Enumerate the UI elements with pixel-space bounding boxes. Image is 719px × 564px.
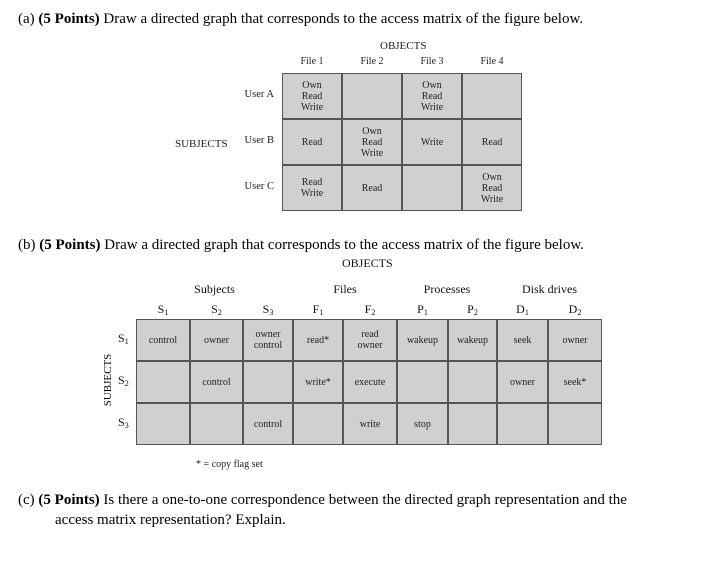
question-c — [18, 490, 627, 530]
objects-heading-a: OBJECTS — [380, 40, 427, 52]
matrix-a-column-header: File 2 — [360, 56, 384, 67]
matrix-b-column-header: $D_2$ — [568, 302, 582, 317]
subjects-vertical-label: SUBJECTS — [102, 353, 114, 407]
matrix-b-cell: write — [343, 403, 397, 445]
matrix-a-cell: Own Read Write — [462, 165, 522, 211]
matrix-b-cell: wakeup — [397, 319, 448, 361]
matrix-b-column-header: $P_1$ — [417, 302, 428, 317]
matrix-b-cell: stop — [397, 403, 448, 445]
matrix-b-cell — [136, 361, 190, 403]
matrix-a-cell: Read — [462, 119, 522, 165]
matrix-a-row-header: User A — [244, 89, 274, 100]
question-c-label: (c) — [18, 492, 35, 508]
matrix-a-column-header: File 3 — [420, 56, 444, 67]
matrix-b-column-header: $S_1$ — [157, 302, 169, 317]
matrix-b-row-header: $S_2$ — [118, 373, 129, 388]
matrix-b-cell: read owner — [343, 319, 397, 361]
matrix-a-cell: Read — [282, 119, 342, 165]
matrix-b-row-header: $S_3$ — [118, 415, 129, 430]
question-c-points: (5 Points) — [38, 492, 100, 508]
copy-flag-footnote: * = copy flag set — [196, 459, 263, 470]
matrix-b-column-header: $P_2$ — [467, 302, 478, 317]
matrix-b-cell — [448, 403, 497, 445]
matrix-b-cell: seek* — [548, 361, 602, 403]
matrix-a-cell: Read Write — [282, 165, 342, 211]
matrix-b-group-header: Processes — [423, 282, 471, 296]
matrix-a-cell — [402, 165, 462, 211]
matrix-a-cell: Own Read Write — [342, 119, 402, 165]
matrix-b-cell: seek — [497, 319, 548, 361]
matrix-b-group-header: Disk drives — [522, 282, 577, 296]
subjects-heading-a: SUBJECTS — [175, 138, 228, 150]
matrix-a-row-header: User B — [244, 135, 274, 146]
matrix-b-cell: wakeup — [448, 319, 497, 361]
question-c-text-line1: Is there a one-to-one correspondence between the directed graph representation and the — [103, 492, 627, 508]
matrix-b-column-header: $F_1$ — [312, 302, 324, 317]
matrix-b-cell: owner — [497, 361, 548, 403]
matrix-a-cell — [342, 73, 402, 119]
objects-heading-b: OBJECTS — [342, 256, 393, 270]
matrix-a-cell: Own Read Write — [282, 73, 342, 119]
matrix-b-cell — [448, 361, 497, 403]
matrix-b-cell: control — [190, 361, 243, 403]
matrix-b-cell — [497, 403, 548, 445]
matrix-b-column-header: $F_2$ — [364, 302, 376, 317]
matrix-b-cell — [548, 403, 602, 445]
question-b-points: (5 Points) — [39, 237, 101, 253]
matrix-b-cell: control — [136, 319, 190, 361]
matrix-a-column-header: File 4 — [480, 56, 504, 67]
matrix-b-cell: owner control — [243, 319, 293, 361]
matrix-b-column-header: $S_2$ — [211, 302, 222, 317]
matrix-b-cell — [136, 403, 190, 445]
matrix-a-row-header: User C — [244, 181, 274, 192]
matrix-a-cell: Own Read Write — [402, 73, 462, 119]
matrix-b-column-header: $S_3$ — [262, 302, 274, 317]
matrix-b-group-header: Files — [333, 282, 357, 296]
question-a — [18, 9, 583, 29]
matrix-b-cell — [397, 361, 448, 403]
question-a-text: Draw a directed graph that corresponds to the access matrix of the figure below. — [103, 11, 584, 27]
matrix-b-cell: write* — [293, 361, 343, 403]
matrix-b-cell — [243, 361, 293, 403]
question-a-points: (5 Points) — [38, 11, 100, 27]
question-b-text: Draw a directed graph that corresponds to the access matrix of the figure below. — [104, 237, 584, 253]
matrix-a-cell — [462, 73, 522, 119]
question-a-label: (a) — [18, 11, 35, 27]
matrix-a-cell: Read — [342, 165, 402, 211]
matrix-b-column-header: $D_1$ — [516, 302, 529, 317]
matrix-a-cell: Write — [402, 119, 462, 165]
matrix-a-column-header: File 1 — [300, 56, 324, 67]
matrix-b-row-header: $S_1$ — [118, 331, 129, 346]
matrix-b-cell: control — [243, 403, 293, 445]
matrix-b-group-header: Subjects — [194, 282, 235, 296]
matrix-b-cell: owner — [190, 319, 243, 361]
matrix-b-cell — [293, 403, 343, 445]
question-b — [18, 235, 584, 255]
matrix-b-cell: read* — [293, 319, 343, 361]
matrix-b-cell — [190, 403, 243, 445]
matrix-b-cell: execute — [343, 361, 397, 403]
matrix-b-cell: owner — [548, 319, 602, 361]
question-c-text-line2: access matrix representation? Explain. — [55, 512, 286, 528]
question-b-label: (b) — [18, 237, 36, 253]
